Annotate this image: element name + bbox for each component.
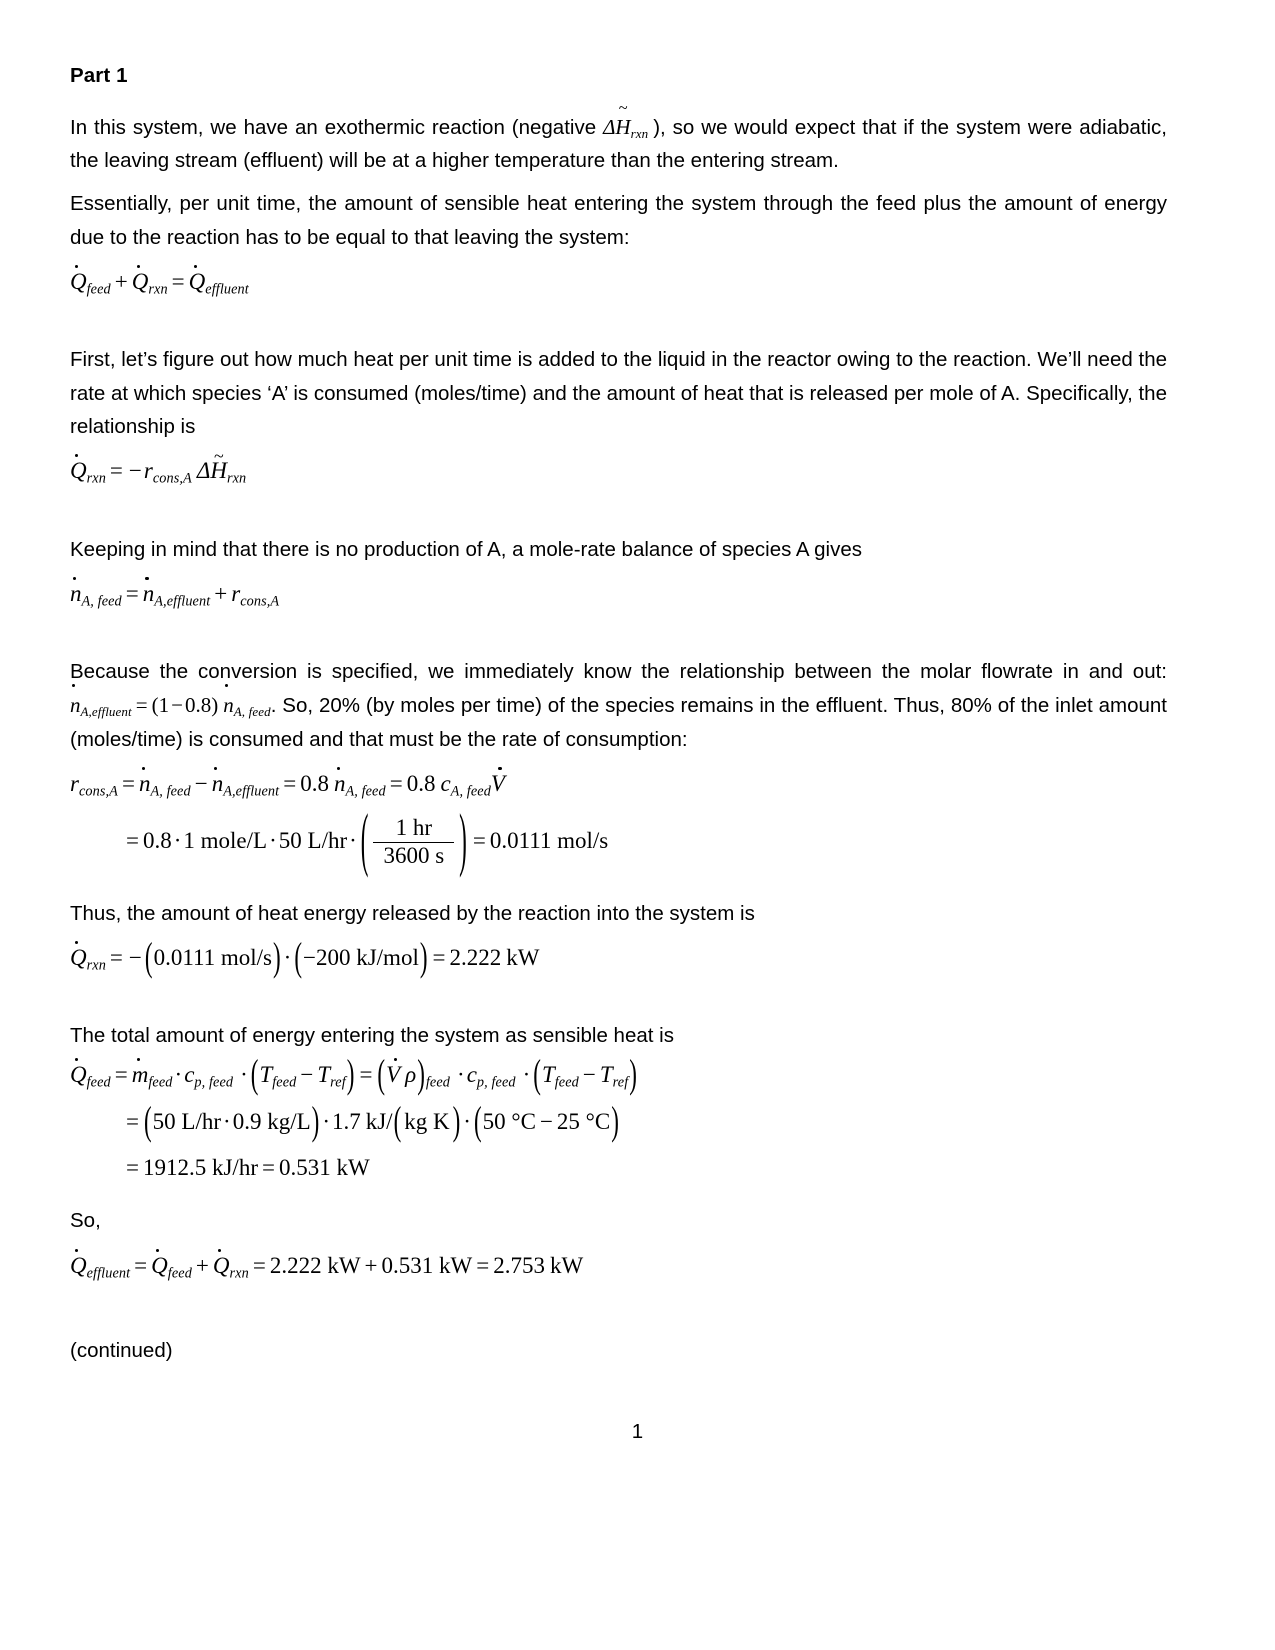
inline-math-delta-h-rxn: ΔH $\sim_{rxn}$ <box>603 115 648 139</box>
fraction-denominator: 3600 s <box>373 842 454 868</box>
equation-q-feed-line2: = (50 L/hr·0.9 kg/L) ·1.7 kJ/( kg K ) · (50 °C − 25 °C) <box>126 1099 619 1144</box>
page-number: 1 <box>631 1420 644 1443</box>
q-effluent-term1: 2.222 kW <box>269 1252 361 1278</box>
q-feed-flow: 50 L/hr <box>152 1109 222 1135</box>
q-effluent-term2: 0.531 kW <box>381 1252 473 1278</box>
q-effluent-result-units: kW <box>549 1252 584 1278</box>
q-rxn-result-units: kW <box>506 944 540 970</box>
equation-consumption-rate-line1: $r_{cons,A} = n_{A, feed} - n_{A,effluent} = 0.8$ $n_{A, feed} = 0.8$ $c_{A, feed}V$ <box>70 770 505 800</box>
page-title: Part 1 <box>70 64 128 87</box>
equation-heat-of-reaction-rate: $Q_{rxn} = -r_{cons,A}$ ΔH $\sim_{rxn}$ <box>70 459 1167 487</box>
paragraph-essentially: Essentially, per unit time, the amount of sensible heat entering the system through the feed plus the amount of energy due to the reaction has to be equal to that leaving the system: <box>70 192 1167 249</box>
equation-q-effluent-value: $Q_{effluent} = Q_{feed} + Q_{rxn} = 2.222$ kW + 0.531 kW = 2.753 kW <box>70 1252 584 1282</box>
equation-q-feed <box>70 1051 1167 1181</box>
q-feed-cp-units-num: kJ/ <box>365 1109 393 1135</box>
consumption-rate-result: 0.0111 mol/s <box>489 828 609 854</box>
equation-q-rxn-value: $Q_{rxn}$ = − (0.0111 mol/s) · (−200 kJ/mol) = 2.222 kW <box>70 935 540 979</box>
paragraph-conversion-part2: . So, 20% (by moles per time) of the species remains in the effluent. Thus, 80% of the inlet amount (moles/time) is consumed and that must be the rate of consumption: <box>70 694 1167 751</box>
fraction-numerator: 1 hr <box>395 815 433 841</box>
volumetric-flowrate-value: 50 L/hr <box>278 828 348 854</box>
paragraph-keeping: Keeping in mind that there is no production of A, a mole-rate balance of species A gives <box>70 537 863 561</box>
paragraph-so: So, <box>70 1209 101 1233</box>
paragraph-total-sensible: The total amount of energy entering the system as sensible heat is <box>70 1024 674 1048</box>
q-effluent-result: 2.753 <box>493 1252 545 1278</box>
hour-to-second-fraction <box>373 816 454 867</box>
continued-note: (continued) <box>70 1339 173 1363</box>
q-feed-density: 0.9 kg/L <box>232 1109 311 1135</box>
feed-concentration-value: 1 mole/L <box>183 828 268 854</box>
q-feed-value-kw: 0.531 kW <box>278 1155 370 1181</box>
paragraph-conversion <box>70 655 1167 756</box>
paragraph-intro-part1: In this system, we have an exothermic reaction (negative <box>70 116 604 139</box>
paragraph-first: First, let’s figure out how much heat per unit time is added to the liquid in the reactor owing to the reaction. We’ll need the rate at which species ‘A’ is consumed (moles/time) and the amount of heat that is released per mole of A. Specifically, the relationship is <box>70 348 1167 438</box>
q-feed-cp: 1.7 <box>331 1109 361 1135</box>
q-rxn-rate: 0.0111 mol/s <box>153 944 272 970</box>
q-feed-t-ref: 25 °C <box>556 1109 611 1135</box>
paragraph-thus-heat: Thus, the amount of heat energy released by the reaction into the system is <box>70 901 755 925</box>
equation-q-feed-line1: $Q_{feed} = m_{feed}\cdot c_{p, feed} \cdot (T_{feed} - T_{ref}) = (V$ $\rho)_{feed} \cdot c_{p, feed} \cdot (T_{feed} - T_{ref})$ <box>70 1051 637 1096</box>
equation-q-feed-line3: = 1912.5 kJ/hr = 0.531 kW <box>126 1155 370 1181</box>
q-feed-value-kjhr: 1912.5 kJ/hr <box>142 1155 258 1181</box>
q-feed-t-feed: 50 °C <box>482 1109 536 1135</box>
equation-mole-rate-balance: $n_{A, feed} = n_{A,effluent} + r_{cons,A}$ <box>70 580 280 610</box>
paragraph-conversion-part1: Because the conversion is specified, we immediately know the relationship between the molar flowrate in and out: <box>70 660 1167 684</box>
equation-consumption-rate <box>70 770 1167 879</box>
q-rxn-result: 2.222 <box>449 944 502 970</box>
paragraph-intro <box>70 110 1167 177</box>
paragraph-intro-part2: ), so we would expect that if the system were adiabatic, the leaving stream (effluent) will be at a higher temperature than the entering stream. <box>70 116 1168 173</box>
q-rxn-enthalpy: −200 kJ/mol <box>303 944 419 970</box>
equation-consumption-rate-line2: = 0.8·1 mole/L·50 L/hr· ( $\frac{1 hr}{3600 s}$ ) = 0.0111 mol/s <box>126 800 609 879</box>
equation-energy-balance: $Q_{feed} + Q_{rxn} = Q_{effluent}$ <box>70 268 249 298</box>
inline-math-conversion: $n_{A,effluent} = (1-0.8)$ $n_{A, feed}$ <box>70 693 271 717</box>
